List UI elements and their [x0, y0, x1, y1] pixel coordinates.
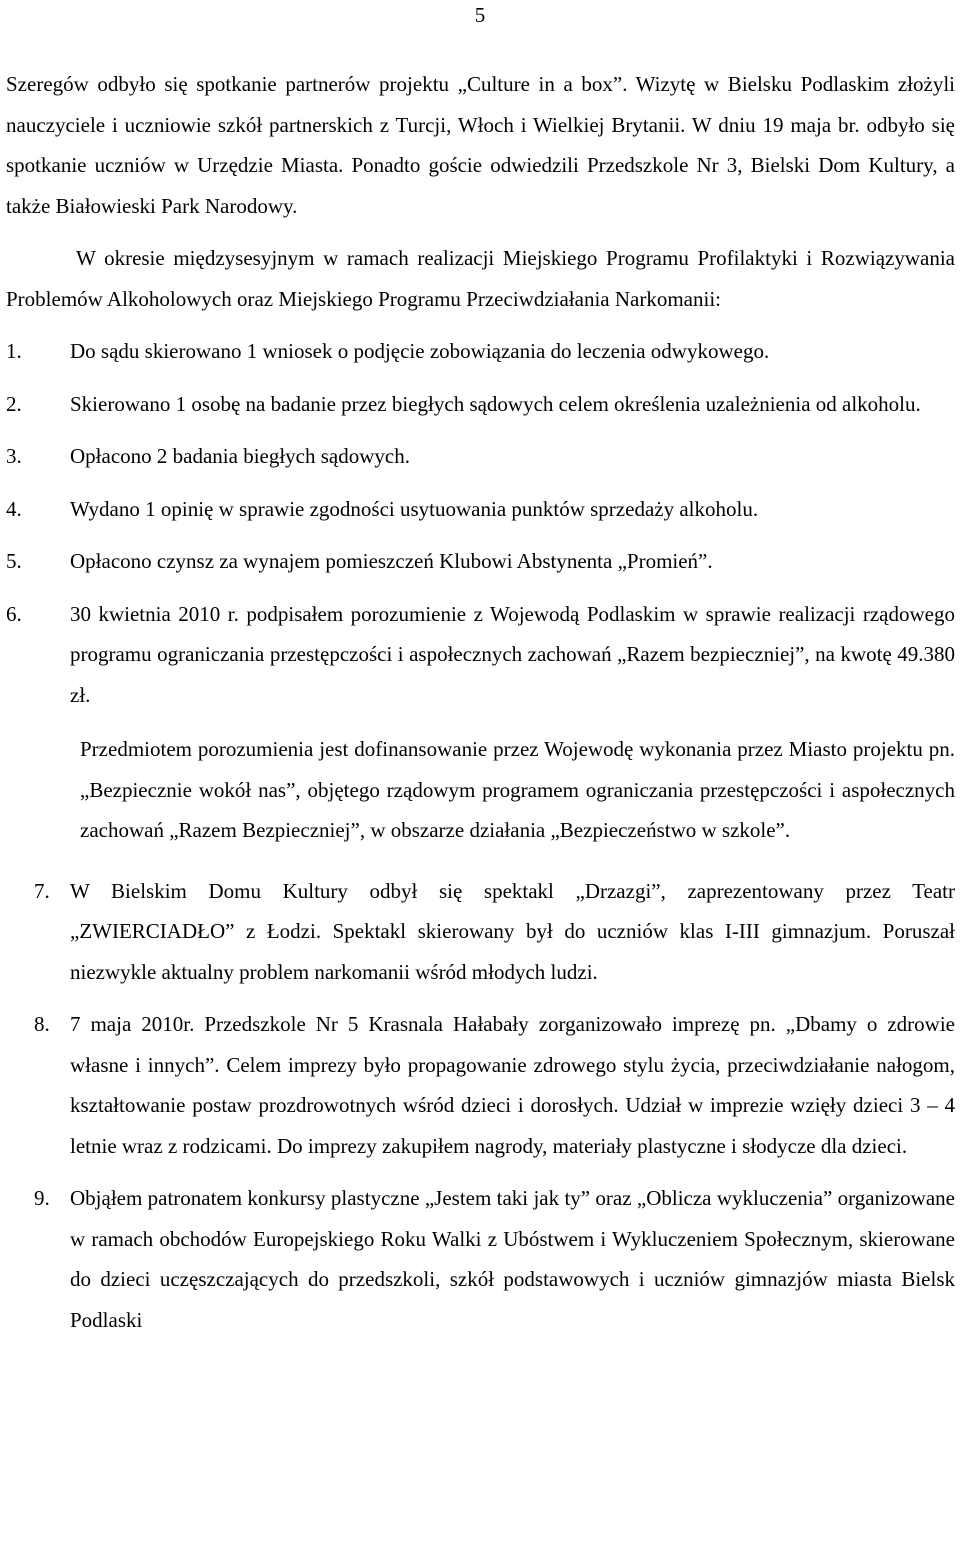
page-number: 5 — [474, 3, 486, 27]
intro-paragraph: Szeregów odbyło się spotkanie partnerów projektu „Culture in a box”. Wizytę w Bielsku Podlaskim złożyli nauczyciele i uczniowie szkół partnerskich z Turcji, Włoch i Wielkiej Brytanii. W dniu 19 maja br. odbyło się spotkanie uczniów w Urzędzie Miasta. Ponadto goście odwiedzili Przedszkole Nr 3, Bielski Dom Kultury, a także Białowieski Park Narodowy. — [6, 72, 955, 218]
list-item-number: 4. — [6, 496, 22, 521]
list-item — [6, 331, 955, 372]
list-item — [6, 489, 955, 530]
list-item-number: 3. — [6, 444, 22, 468]
list-item — [6, 541, 955, 582]
list-item-number: 1. — [6, 339, 22, 363]
item6-subparagraph: Przedmiotem porozumienia jest dofinansowanie przez Wojewodę wykonania przez Miasto projektu pn. „Bezpiecznie wokół nas”, objętego rządowym programem ograniczania przestępczości i aspołecznych zachowań „Razem Bezpieczniej”, w obszarze działania „Bezpieczeństwo w szkole”. — [80, 737, 955, 842]
list-item-text: Opłacono czynsz za wynajem pomieszczeń Klubowi Abstynenta „Promień”. — [70, 549, 713, 573]
list-item-number: 8. — [34, 1012, 50, 1036]
measures-list — [6, 331, 955, 715]
list-item-text: 30 kwietnia 2010 r. podpisałem porozumienie z Wojewodą Podlaskim w sprawie realizacji rządowego programu ograniczania przestępczości i aspołecznych zachowań „Razem bezpieczniej”, na kwotę 49.380 zł. — [70, 601, 955, 707]
list-item-number: 7. — [34, 878, 50, 903]
list-item — [6, 384, 955, 425]
measures-list-continued — [6, 871, 955, 1341]
list-item-text: Opłacono 2 badania biegłych sądowych. — [70, 444, 410, 468]
list-item-text: 7 maja 2010r. Przedszkole Nr 5 Krasnala Hałabały zorganizowało imprezę pn. „Dbamy o zdrowie własne i innych”. Celem imprezy było propagowanie zdrowego stylu życia, przeciwdziałanie nałogom, kształtowanie postaw prozdrowotnych wśród dzieci i dorosłych. Udział w imprezie wzięły dzieci 3 – 4 letnie wraz z rodzicami. Do imprezy zakupiłem nagrody, materiały plastyczne i słodycze dla dzieci. — [70, 1012, 955, 1158]
list-item-text: Objąłem patronatem konkursy plastyczne „Jestem taki jak ty” oraz „Oblicza wykluczenia” organizowane w ramach obchodów Europejskiego Roku Walki z Ubóstwem i Wykluczeniem Społecznym, skierowane do dzieci uczęszczających do przedszkoli, szkół podstawowych i uczniów gimnazjów miasta Bielsk Podlaski — [70, 1186, 955, 1332]
list-item-text: Wydano 1 opinię w sprawie zgodności usytuowania punktów sprzedaży alkoholu. — [70, 496, 759, 521]
list-item-text: Do sądu skierowano 1 wniosek o podjęcie zobowiązania do leczenia odwykowego. — [70, 339, 770, 363]
list-item-number: 6. — [6, 601, 22, 626]
document-body — [6, 64, 955, 1340]
list-item-text: W Bielskim Domu Kultury odbył się spektakl „Drzazgi”, zaprezentowany przez Teatr „ZWIERCIADŁO” z Łodzi. Spektakl skierowany był do uczniów klas I-III gimnazjum. Poruszał niezwykle aktualny problem narkomanii wśród młodych ludzi. — [70, 878, 955, 984]
list-item — [6, 871, 955, 993]
list-item — [6, 436, 955, 477]
list-item — [6, 1178, 955, 1340]
section-paragraph: W okresie międzysesyjnym w ramach realizacji Miejskiego Programu Profilaktyki i Rozwiązywania Problemów Alkoholowych oraz Miejskiego Programu Przeciwdziałania Narkomanii: — [6, 246, 955, 311]
list-item-number: 9. — [34, 1186, 50, 1210]
list-item-number: 5. — [6, 549, 22, 573]
list-item — [6, 594, 955, 716]
list-item-text: Skierowano 1 osobę na badanie przez biegłych sądowych celem określenia uzależnienia od alkoholu. — [70, 391, 921, 416]
list-item — [6, 1004, 955, 1166]
list-item-number: 2. — [6, 391, 22, 416]
